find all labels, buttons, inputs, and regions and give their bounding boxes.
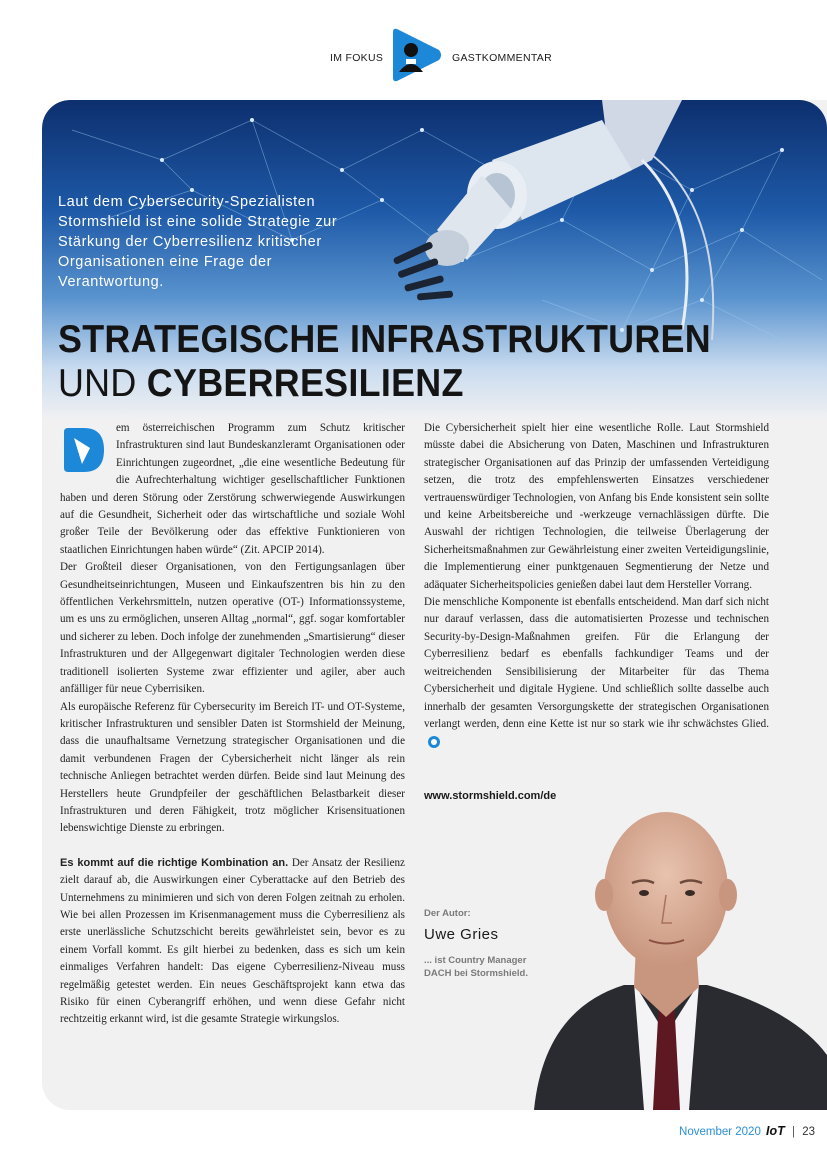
issue-date: November 2020 <box>679 1126 761 1138</box>
teaser-text: Laut dem Cybersecurity-Spezialisten Stormshield ist eine solide Strategie zur Stärkung der Cyberresilienz kritischer Organisationen eine Frage der Verantwortung. <box>58 194 338 290</box>
page-number: 23 <box>802 1126 815 1138</box>
website-link[interactable]: www.stormshield.com/de <box>424 790 557 802</box>
paragraph-5: Die Cybersicherheit spielt hier eine wesentliche Rolle. Laut Stormshield müsste dabei die Absicherung von Daten, Maschinen und Infrastrukturen strategischer Organisationen auf das Prinzip der umfassenden Verteidigung setzen, die trotz des empfehlenswerten Einsatzes verschiedener vertrauenswürdiger Technologien, von Anfang bis Ende konsistent sein sollte und keine Arbeitsbereiche und -werkzeuge vernachlässigen dürfte. Die Auswahl der richtigen Technologien, die teilweise Überlagerung der Sicherheitsmaßnahmen zur Gewährleistung einer zweiten Verteidigungslinie, die Implementierung einer punktgenauen Segmentierung der Netze und adäquater Sicherheitspolicies genießen dabei laut dem Hersteller Vorrang. <box>424 422 769 591</box>
paragraph-1: em österreichischen Programm zum Schutz kritischer Infrastrukturen sind laut Bundeskanzleramt Organisationen oder Einrichtungen zugeordnet, „die eine wesentliche Bedeutung für die Aufrechterhaltung wichtiger gesellschaftlicher Funktionen haben und deren Störung oder Zerstörung schwerwiegende Auswirkungen auf die Gesundheit, Sicherheit oder das wirtschaftliche und soziale Wohl großer Teile der Bevölkerung oder das effektive Funktionieren von staatlichen Einrichtungen haben würde“ (Zit. APCIP 2014). <box>60 422 405 556</box>
author-name: Uwe Gries <box>424 926 499 943</box>
subheading: Es kommt auf die richtige Kombination an. <box>60 856 289 869</box>
page-header <box>0 0 827 100</box>
section-logo-icon <box>391 28 443 82</box>
paragraph-6-text: Die menschliche Komponente ist ebenfalls entscheidend. Man darf sich nicht nur darauf verlassen, dass die automatisierten Prozesse und technischen Security-by-Design-Maßnahmen greifen. Für die Erlangung der Cyberresilienz bedarf es ebenfalls fachkundiger Teams und der weitreichenden Sensibilisierung der Mitarbeiter für das Thema Cybersicherheit und digitale Hygiene. Und schließlich sollte dasselbe auch innerhalb der gesamten Versorgungskette der strategischen Organisationen verlangt werden, denn eine Kette ist nur so stark wie ihr schwächstes Glied. <box>424 596 769 730</box>
page-footer <box>679 1124 815 1138</box>
article-column-right <box>424 420 769 751</box>
article-column-left <box>60 420 405 1029</box>
end-mark-icon <box>428 736 440 748</box>
section-label-right: GASTKOMMENTAR <box>452 52 552 64</box>
author-label: Der Autor: <box>424 908 471 919</box>
article-panel <box>42 100 827 1110</box>
section-label-left: IM FOKUS <box>330 52 384 64</box>
headline-line1: STRATEGISCHE INFRASTRUKTUREN <box>58 318 711 361</box>
footer-separator: | <box>792 1126 795 1138</box>
spacer <box>60 838 405 855</box>
author-role: ... ist Country Manager DACH bei Stormshield. <box>424 955 528 979</box>
paragraph-4-text: Der Ansatz der Resilienz zielt darauf ab, die Auswirkungen einer Cyberattacke auf den Betrieb des Unternehmens zu minimieren und sich von deren Folgen zeitnah zu erholen. Wie bei allen Prozessen im Krisenmanagement muss die Cyberresilienz als erste unerlässliche Schutzschicht bereits gewährleistet sein, bevor es zu einem Vorfall kommt. Es gilt hierbei zu bedenken, dass es sich um kein einmaliges Verfahren handelt: Das eigene Cyberresilienz-Niveau muss regelmäßig getestet werden. Ein neues Geschäftsprojekt kann etwa das Risiko für einen Cyberangriff erhöhen, und wenn diese Gefahr nicht rechtzeitig erkannt wird, ist die gesamte Strategie wirkungslos. <box>60 856 405 1026</box>
paragraph-4 <box>60 855 405 1029</box>
dropcap-d-icon <box>60 424 108 476</box>
paragraph-3: Als europäische Referenz für Cybersecurity im Bereich IT- und OT-Systeme, kritischer Infrastrukturen und sensibler Daten ist Stormshield der Meinung, dass die unaufhaltsame Vernetzung strategischer Organisationen und die damit verbundenen Fragen der Cybersicherheit nicht länger als rein technische Anliegen betrachtet werden dürfen. Beide sind laut Meinung des Herstellers heute Grundpfeiler der geschäftlichen Belastbarkeit dieser Infrastrukturen und deren Fähigkeit, trotz möglicher Krisensituationen lebenswichtige Dienste zu erbringen. <box>60 700 405 835</box>
headline-light: UND <box>58 362 147 405</box>
author-portrait <box>504 795 827 1110</box>
headline-bold: CYBERRESILIENZ <box>146 362 464 405</box>
paragraph-6 <box>424 594 769 751</box>
magazine-brand: IoT <box>766 1124 785 1138</box>
paragraph-2: Der Großteil dieser Organisationen, von den Fertigungsanlagen über Gesundheitseinrichtungen, Museen und Einkaufszentren bis hin zu den öffentlichen Verkehrsmitteln, nutzen operative (OT-) Informationssysteme, um es uns zu ermöglichen, unseren Alltag „normal“, ggf. sogar komfortabler und sicherer zu leben. Doch infolge der zunehmenden „Smartisierung“ dieser Infrastrukturen und der Allgegenwart digitaler Technologien werden diese traditionell isolierten Systeme zwar effizienter und agiler, aber auch anfälliger für neue Cyberrisiken. <box>60 561 405 696</box>
headline-line2 <box>58 362 464 406</box>
